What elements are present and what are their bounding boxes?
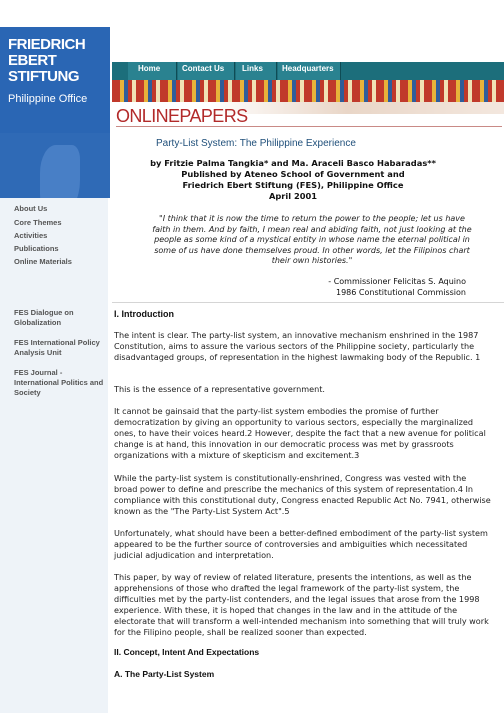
nav-tab-home[interactable]	[128, 62, 177, 80]
nav-label: Headquarters	[282, 64, 334, 73]
logo-wordmark	[8, 37, 85, 85]
byline-publisher-2: Friedrich Ebert Stiftung (FES), Philippine Office	[182, 180, 404, 190]
section-header	[116, 106, 248, 127]
sidebar-item-publications[interactable]: Publications	[14, 244, 59, 253]
paragraph-4: While the party-list system is constitutionally-enshrined, Congress was vested with the broad power to define and prescribe the mechanics of this system of representation.4 In compliance with this constitutional duty, Congress enacted Republic Act No. 7941, otherwise known as the "The Party-List System Act".5	[114, 473, 491, 516]
nav-label: Home	[138, 64, 161, 73]
paragraph-2: This is the essence of a representative government.	[114, 384, 325, 394]
sidebar-item-fes-policy-unit[interactable]: FES International Policy Analysis Unit	[14, 338, 100, 357]
sidebar-item-core-themes[interactable]: Core Themes	[14, 218, 62, 227]
philippines-map-graphic	[0, 133, 110, 198]
top-nav	[112, 62, 504, 80]
section-header-part2: PAPERS	[179, 106, 248, 126]
logo-line-3: STIFTUNG	[8, 68, 79, 85]
paragraph-6: This paper, by way of review of related literature, presents the intentions, as well as the apprehensions of those who drafted the legal framework of the party-list system, the difficulties met by the party-list contenders, and the legal issues that arose from the 1998 experience. With these, it is hoped that changes in the law and in the attitude of the electorate that will transform a well-intended mechanism into something that will truly work for the Filipino people, shall be realized sooner than expected.	[114, 572, 489, 637]
nav-tab-links[interactable]	[236, 62, 277, 80]
nav-tab-contact[interactable]	[178, 62, 235, 80]
sidebar-item-about-us[interactable]: About Us	[14, 204, 48, 213]
sidebar-item-online-materials[interactable]: Online Materials	[14, 257, 72, 266]
article-title: Party-List System: The Philippine Experience	[156, 138, 356, 149]
article-byline	[116, 158, 470, 202]
byline-authors: by Fritzie Palma Tangkia* and Ma. Araceli Basco Habaradas**	[150, 158, 436, 168]
paragraph-5: Unfortunately, what should have been a better-defined embodiment of the party-list system appeared to be the further source of controversies and ambiguities which necessitated judicial adjudication and interpretation.	[114, 528, 488, 560]
paragraph-1: The intent is clear. The party-list system, an innovative mechanism enshrined in the 1987 Constitution, aims to assure the various sectors of the Philippine society, particularly the disadvantaged groups, of representation in the highest lawmaking body of the Republic. 1	[114, 330, 481, 362]
logo-line-2: EBERT	[8, 52, 57, 69]
epigraph-attribution	[244, 276, 466, 298]
paragraph-3: It cannot be gainsaid that the party-list system embodies the promise of further democratization by giving an opportunity to various sectors, especially the marginalized ones, to have their voices heard.2 However, despite the fact that a new avenue for political change is at hand, this innovation in our democratic process was met by grassroots organizations with a mixture of skepticism and excitement.3	[114, 406, 486, 460]
section-header-part1: ONLINE	[116, 106, 180, 126]
heading-introduction: I. Introduction	[114, 309, 174, 319]
header-divider	[116, 126, 502, 127]
byline-publisher: Published by Ateneo School of Government and	[181, 169, 405, 179]
nav-label: Links	[242, 64, 263, 73]
heading-party-list-system: A. The Party-List System	[114, 669, 215, 679]
byline-date: April 2001	[268, 191, 318, 201]
sidebar-item-activities[interactable]: Activities	[14, 231, 48, 240]
epigraph-quote: "I think that it is now the time to return the power to the people; let us have faith in them. And by faith, I mean real and abiding faith, not just looking at the people as some kind of a mystical entity in whose name the eternal political in some of us have done themselves proud. In other words, let the Filipinos chart their own histories."	[152, 214, 472, 265]
attribution-name: - Commissioner Felicitas S. Aquino	[328, 277, 466, 286]
sidebar	[0, 198, 108, 713]
attribution-body: 1986 Constitutional Commission	[336, 288, 466, 297]
heading-concept: II. Concept, Intent And Expectations	[114, 647, 260, 657]
logo-line-1: FRIEDRICH	[8, 36, 86, 53]
fes-logo[interactable]	[0, 27, 110, 133]
nav-label: Contact Us	[182, 64, 225, 73]
sidebar-item-fes-journal[interactable]: FES Journal - International Politics and Society	[14, 368, 104, 397]
decorative-pattern-band	[112, 80, 504, 102]
sidebar-item-fes-dialogue[interactable]: FES Dialogue on Globalization	[14, 308, 74, 327]
logo-subtitle: Philippine Office	[8, 93, 88, 105]
nav-tab-headquarters[interactable]	[278, 62, 341, 80]
section-divider	[112, 302, 504, 303]
